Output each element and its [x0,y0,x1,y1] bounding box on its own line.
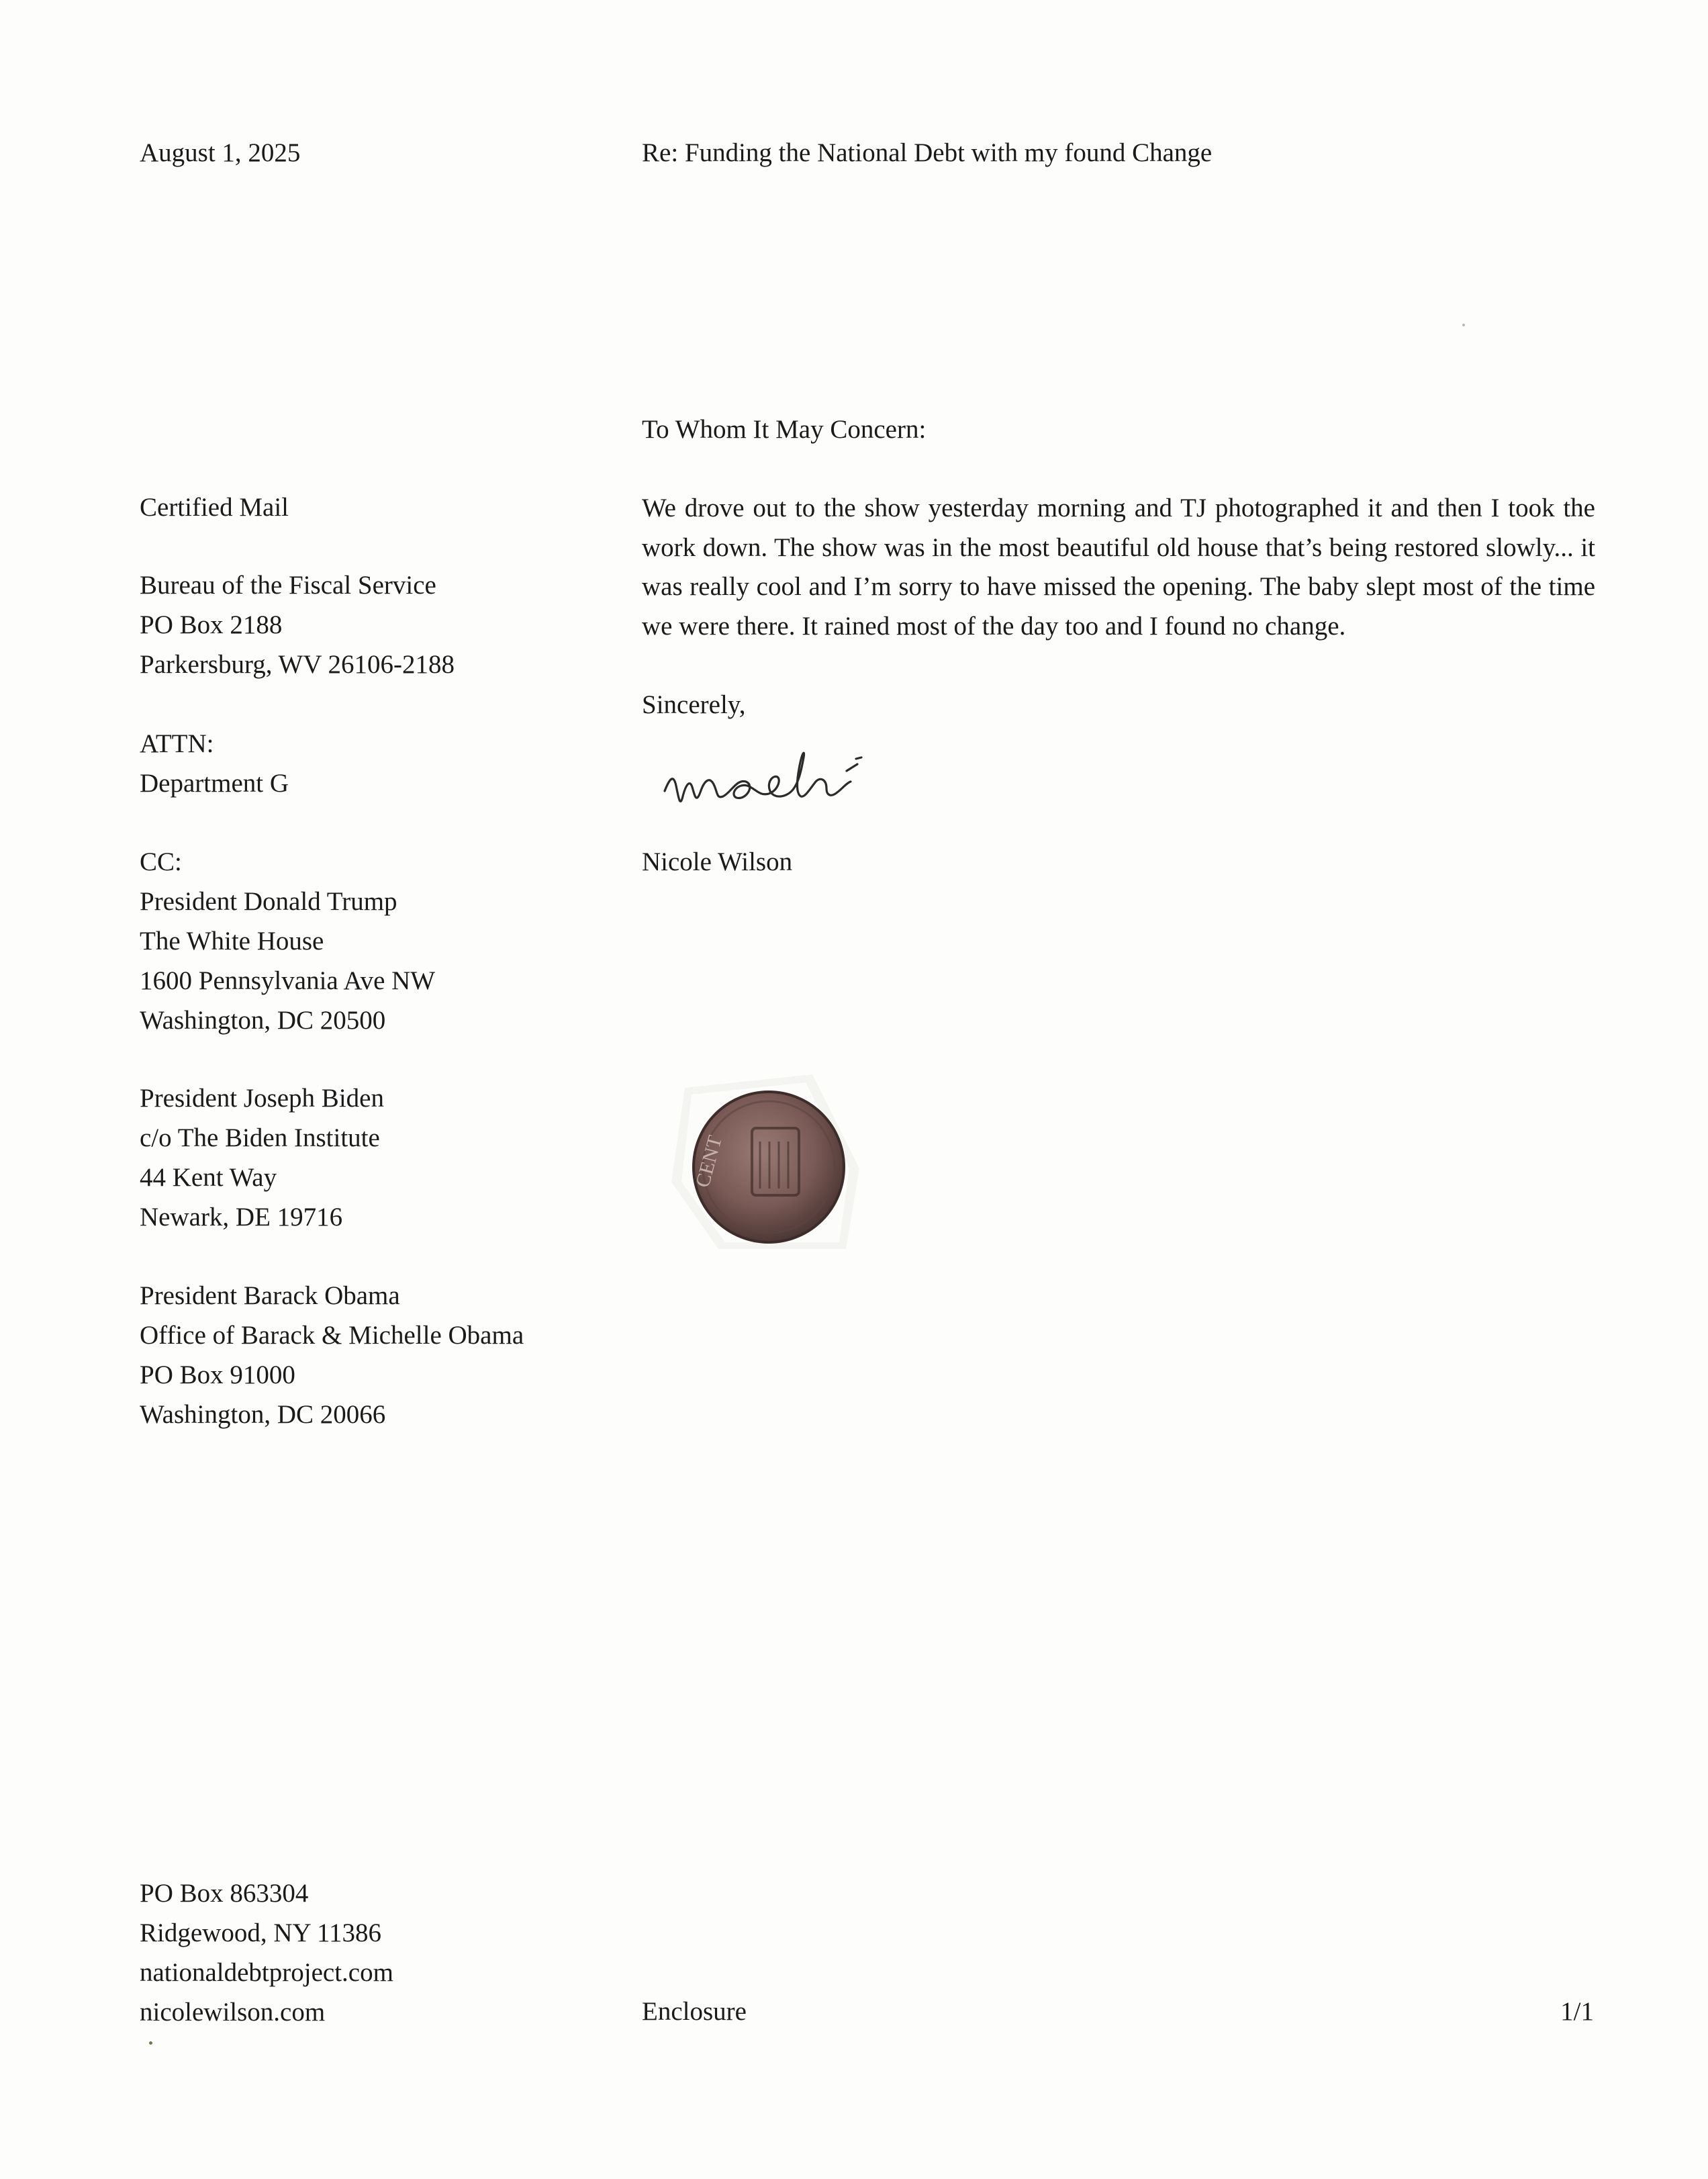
sender-address [140,1873,393,2032]
recipient-line: PO Box 2188 [140,610,283,639]
salutation: To Whom It May Concern: [642,415,927,444]
scan-speck [1462,324,1465,326]
cc-line: Washington, DC 20500 [140,1006,386,1035]
sender-line: PO Box 863304 [140,1879,309,1908]
recipient-line: Bureau of the Fiscal Service [140,571,436,600]
letter-date: August 1, 2025 [140,138,301,167]
cc-line: c/o The Biden Institute [140,1123,380,1152]
letter-body: We drove out to the show yesterday morning and TJ photographed it and then I took the work down. The show was in the most beautiful old house that’s being restored slowly... it was really cool and I’m sorry to have missed the opening. The baby slept most of the time we were there. It rained most of the day too and I found no change. [642,494,1595,641]
scan-speck [149,2041,152,2045]
cc-line: 44 Kent Way [140,1163,277,1192]
sender-line: nationaldebtproject.com [140,1958,393,1987]
cc-line: Newark, DE 19716 [140,1203,343,1232]
cc-line: 1600 Pennsylvania Ave NW [140,966,436,995]
attn-block [140,724,289,803]
closing: Sincerely, [642,690,746,719]
recipient-address [140,565,455,684]
signature-image [661,732,943,833]
signer-name: Nicole Wilson [642,847,793,876]
recipient-line: Parkersburg, WV 26106-2188 [140,650,455,679]
cc-block-biden [140,1078,384,1237]
cc-block-obama [140,1276,524,1434]
page-number: 1/1 [1560,1997,1594,2026]
cc-line: PO Box 91000 [140,1360,295,1389]
cc-line: President Barack Obama [140,1281,400,1310]
cc-block-trump [140,842,435,1040]
taped-penny [645,1048,927,1276]
attn-label: ATTN: [140,729,214,758]
cc-line: The White House [140,927,324,956]
cc-label: CC: [140,847,182,876]
mailing-method: Certified Mail [140,493,289,522]
cc-line: Washington, DC 20066 [140,1400,386,1429]
attn-department: Department G [140,769,289,798]
cc-line: President Donald Trump [140,887,397,916]
cc-line: Office of Barack & Michelle Obama [140,1321,524,1350]
letter-subject: Re: Funding the National Debt with my found Change [642,138,1213,167]
penny-inscription: CENT [691,1133,727,1190]
enclosure-label: Enclosure [642,1997,747,2026]
cc-line: President Joseph Biden [140,1084,384,1113]
sender-line: Ridgewood, NY 11386 [140,1918,382,1947]
sender-line: nicolewilson.com [140,1998,326,2027]
